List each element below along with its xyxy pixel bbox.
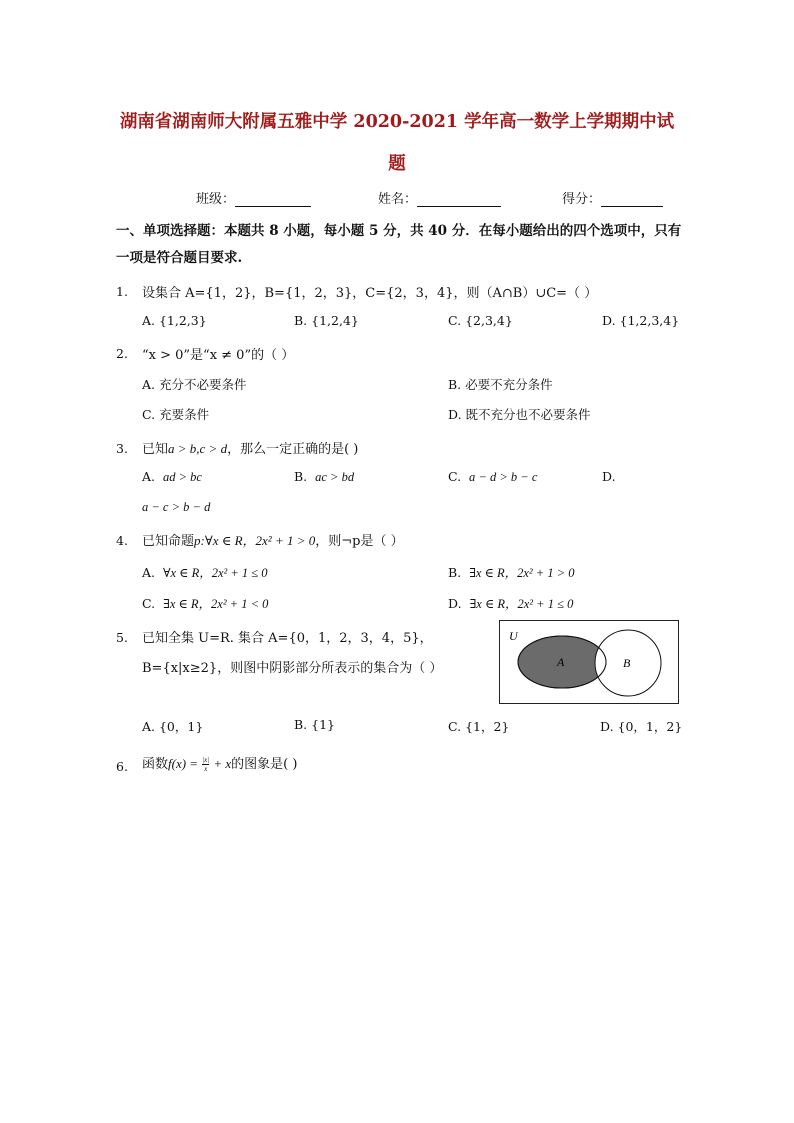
option-a: A. {1,2,3} (142, 313, 207, 328)
class-label: 班级： (196, 192, 236, 207)
stem-math: p:∀x ∈ R，2x² + 1 > 0 (194, 533, 316, 548)
question-number: 5. (116, 630, 128, 645)
option-b (294, 469, 354, 485)
question-stem: 设集合 A={1，2}，B={1，2，3}，C={2，3，4}，则（A∩B）∪C=（ ） (142, 286, 598, 301)
question-stem (142, 438, 358, 457)
option-letter: C. (448, 469, 462, 484)
question-number: 3. (116, 441, 128, 456)
page-title-cont: 题 (388, 154, 406, 174)
option-a (142, 563, 268, 581)
set-b-label: B (623, 656, 631, 670)
venn-diagram (499, 620, 679, 704)
option-c (142, 594, 268, 612)
stem-math: a > b,c > d (168, 441, 228, 456)
question-number: 1. (116, 284, 128, 299)
stem-suffix: ，那么一定正确的是( ) (227, 442, 359, 457)
option-b (448, 563, 575, 581)
option-d: D. {0，1，2} (600, 719, 683, 734)
option-letter: B. (294, 469, 308, 484)
question-stem-cont: B={x|x≥2}，则图中阴影部分所表示的集合为（ ） (142, 661, 443, 676)
option-b: B. {1,2,4} (294, 313, 359, 328)
option-letter: C. (142, 596, 156, 611)
option-d: D. {1,2,3,4} (602, 313, 680, 328)
page-title: 湖南省湖南师大附属五雅中学 2020-2021 学年高一数学上学期期中试 (119, 112, 675, 132)
option-math: ∃x ∈ R，2x² + 1 ≤ 0 (469, 597, 574, 611)
class-blank (235, 192, 311, 207)
stem-prefix: 已知命题 (142, 534, 195, 549)
option-d: D. (602, 469, 616, 484)
name-blank (417, 192, 501, 207)
option-c: C. {2,3,4} (448, 313, 513, 328)
option-c: C. {1，2} (448, 719, 510, 734)
question-stem (142, 753, 297, 773)
question-stem (142, 530, 404, 549)
section-heading: 一、单项选择题：本题共 8 小题，每小题 5 分，共 40 分．在每小题给出的四个选项中，只有 (116, 223, 682, 239)
option-b: B. 必要不充分条件 (448, 377, 553, 392)
option-letter: A. (142, 469, 156, 484)
class-field (196, 188, 311, 207)
option-math: ∃x ∈ R，2x² + 1 < 0 (163, 597, 269, 611)
fraction-denominator: x (204, 765, 208, 773)
score-label: 得分： (562, 192, 602, 207)
fraction-numerator: |x| (202, 756, 210, 764)
stem-suffix: ，则¬p是（ ） (315, 534, 404, 549)
set-a-label: A (557, 655, 565, 669)
section-heading-cont: 一项是符合题目要求. (116, 250, 243, 266)
stem-suffix: 的图象是( ) (231, 757, 298, 772)
fraction (202, 756, 209, 773)
question-number: 4. (116, 533, 128, 548)
universe-label: U (509, 629, 518, 643)
name-label: 姓名： (378, 192, 418, 207)
option-a (142, 469, 202, 485)
option-d: D. 既不充分也不必要条件 (448, 407, 591, 422)
option-b: B. {1} (294, 717, 335, 732)
function-rhs: + x (213, 756, 232, 771)
stem-prefix: 函数 (142, 757, 169, 772)
option-c (448, 469, 537, 485)
option-letter: A. (142, 565, 156, 580)
option-math: ∃x ∈ R，2x² + 1 > 0 (469, 566, 575, 580)
option-math: a − d > b − c (469, 470, 538, 484)
option-math: ac > bd (315, 470, 355, 484)
score-field (562, 188, 663, 207)
score-blank (601, 192, 663, 207)
question-number: 2. (116, 346, 128, 361)
question-number: 6. (116, 759, 128, 774)
option-d (448, 594, 573, 612)
question-stem: 已知全集 U=R. 集合 A={0，1，2，3，4，5}， (142, 631, 433, 646)
option-c: C. 充要条件 (142, 407, 210, 422)
option-a: A. 充分不必要条件 (142, 377, 247, 392)
option-math: ad > bc (162, 470, 202, 484)
option-letter: D. (448, 596, 462, 611)
question-stem: “x > 0”是“x ≠ 0”的（ ） (142, 348, 295, 363)
option-letter: B. (448, 565, 462, 580)
option-d-math: a − c > b − d (142, 500, 211, 514)
stem-prefix: 已知 (142, 442, 169, 457)
option-math: ∀x ∈ R，2x² + 1 ≤ 0 (162, 566, 268, 580)
name-field (378, 188, 501, 207)
function-lhs: f(x) = (168, 756, 199, 771)
option-a: A. {0，1} (142, 719, 204, 734)
